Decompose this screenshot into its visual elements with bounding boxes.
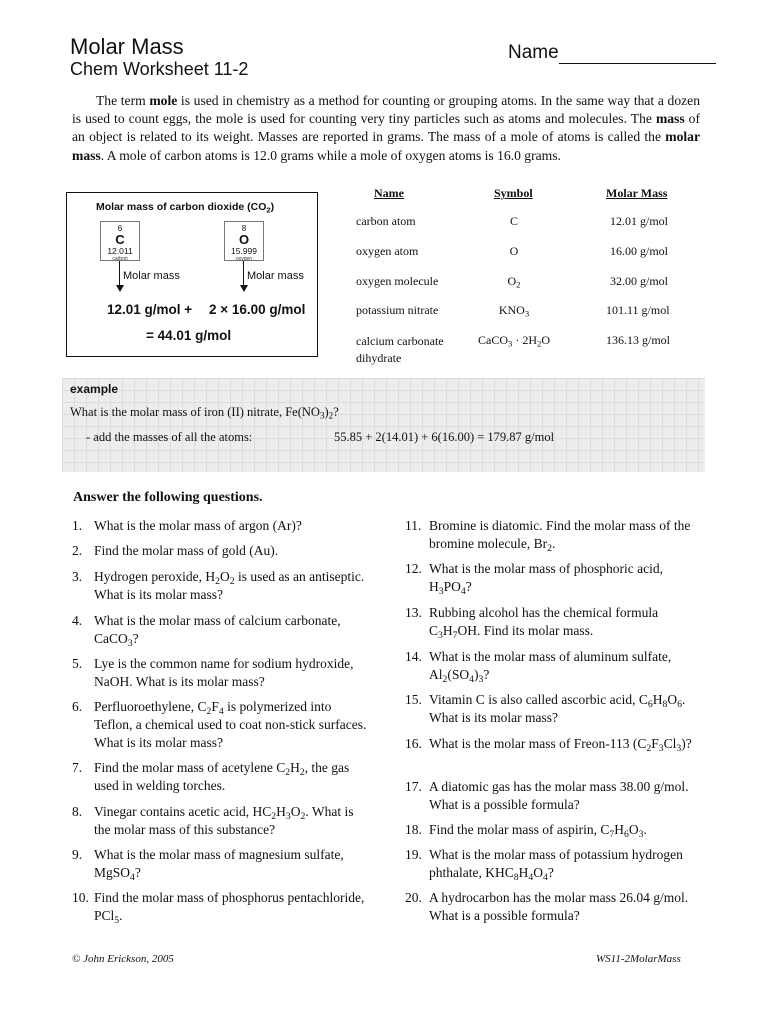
question-text (94, 568, 372, 604)
table-cell-name-line2: dihydrate (356, 351, 402, 365)
symbol-subscript: 2 (516, 279, 521, 290)
question-item (72, 568, 372, 604)
question-text (94, 803, 372, 839)
question-text-part: H (442, 623, 453, 638)
formula-subscript: 4 (528, 871, 534, 883)
formula-subscript: 3 (438, 629, 443, 641)
table-cell-name (356, 333, 444, 367)
formula-subscript: 3 (127, 637, 133, 649)
question-number: 8. (72, 804, 83, 819)
co2-title-text: Molar mass of carbon dioxide (CO (96, 201, 267, 213)
intro-text: is used in chemistry as a method for counting or grouping atoms. In the same way that a dozen is used to count eggs, the mole is used for counting very tiny particles such as atoms and molecules. The (72, 93, 700, 127)
question-text-part: Bromine is diatomic. Find the molar mass of the bromine molecule, Br (429, 518, 691, 551)
co2-calc-result: = 44.01 g/mol (146, 328, 232, 343)
table-cell-symbol (472, 333, 556, 348)
question-text-part: Cl (663, 736, 677, 751)
example-step: - add the masses of all the atoms: (86, 430, 253, 444)
question-text (429, 604, 701, 640)
question-text (429, 889, 701, 925)
formula-subscript: 7 (609, 828, 615, 840)
formula-subscript: 8 (662, 698, 668, 710)
question-number: 18. (405, 822, 422, 837)
question-number: 4. (72, 613, 83, 628)
question-text-part: H (652, 692, 663, 707)
intro-text: of an object is related to its weight. Masses are reported in grams. The mass of a mole of atoms is called the (72, 111, 700, 145)
question-item (405, 846, 701, 882)
question-text-part: What is the molar mass of phosphoric acid, H (429, 561, 663, 594)
question-number: 2. (72, 543, 83, 558)
down-arrow-icon (116, 285, 124, 292)
question-text-part: ? (483, 667, 490, 682)
question-item (405, 778, 701, 814)
question-text (429, 821, 701, 839)
formula-subscript: 4 (460, 585, 466, 597)
question-text-part: F (651, 736, 659, 751)
formula-subscript: 2 (215, 575, 220, 587)
formula-subscript: 7 (452, 629, 458, 641)
question-number: 14. (405, 649, 422, 664)
question-item (405, 560, 701, 596)
question-text-part: (SO (447, 667, 470, 682)
question-item (72, 612, 372, 648)
question-text-part: H (614, 822, 624, 837)
table-cell-mass: 101.11 g/mol (606, 303, 670, 317)
question-text (94, 759, 372, 795)
question-text (429, 778, 701, 814)
question-text-part: F (211, 699, 219, 714)
table-cell-name-line1: calcium carbonate (356, 334, 444, 348)
symbol-text: O (541, 333, 550, 347)
table-cell-symbol (472, 274, 556, 289)
question-text-part: ? (547, 865, 554, 880)
symbol-text: O (509, 244, 519, 258)
oxygen-atomic-number: 8 (241, 224, 247, 233)
oxygen-arrow-line (243, 261, 244, 285)
question-item (72, 698, 372, 752)
carbon-element-tile (100, 221, 140, 261)
formula-subscript: 4 (469, 673, 474, 685)
symbol-text: · 2H (512, 333, 537, 347)
name-label: Name (508, 42, 559, 63)
question-text-part: H (290, 760, 300, 775)
symbol-text: KNO (498, 303, 525, 317)
formula-subscript: 2 (271, 810, 277, 822)
intro-term-mole: mole (149, 93, 178, 108)
example-subscript: 2 (328, 410, 334, 421)
formula-subscript: 2 (646, 742, 652, 754)
formula-subscript: 2 (229, 575, 235, 587)
formula-subscript: 2 (547, 542, 552, 554)
symbol-text: CaCO (478, 333, 509, 347)
question-number: 15. (405, 692, 422, 707)
question-text-part: , the gas used in welding torches. (94, 760, 350, 793)
question-text-part: H (276, 804, 286, 819)
question-text-part: . What is its molar mass? (429, 692, 686, 725)
table-row (352, 303, 704, 323)
carbon-arrow-line (119, 261, 120, 285)
question-number: 9. (72, 847, 83, 862)
table-row (352, 333, 704, 369)
intro-text: The term (96, 93, 150, 108)
question-text (94, 655, 372, 691)
question-text-part: ? (465, 579, 472, 594)
question-text (429, 560, 701, 596)
question-text-part: What is the molar mass of argon (Ar)? (94, 518, 302, 533)
example-title: example (70, 382, 119, 396)
table-header-name: Name (374, 186, 404, 200)
question-text-part: O (628, 822, 639, 837)
question-text-part: ? (134, 865, 141, 880)
question-text (94, 542, 372, 560)
question-text-part: ? (132, 631, 139, 646)
question-text-part: Vinegar contains acetic acid, HC (94, 804, 272, 819)
question-number: 20. (405, 890, 422, 905)
footer-worksheet-code: WS11-2MolarMass (596, 953, 681, 965)
formula-subscript: 2 (206, 705, 212, 717)
table-cell-mass: 16.00 g/mol (610, 244, 669, 258)
question-text-part: H (518, 865, 529, 880)
formula-subscript: 2 (285, 766, 291, 778)
co2-title-subscript: 2 (266, 205, 271, 215)
table-cell-name: oxygen molecule (356, 274, 439, 288)
co2-molar-mass-box (66, 192, 318, 357)
question-text-part: )? (681, 736, 692, 751)
question-text (429, 846, 701, 882)
question-number: 1. (72, 518, 83, 533)
down-arrow-icon (240, 285, 248, 292)
oxygen-symbol: O (238, 232, 250, 247)
question-number: 19. (405, 847, 422, 862)
question-number: 16. (405, 736, 422, 751)
worksheet-subtitle: Chem Worksheet 11-2 (70, 59, 249, 79)
question-item (405, 648, 701, 684)
question-item (405, 889, 701, 925)
question-item (72, 846, 372, 882)
footer-copyright: © John Erickson, 2005 (72, 953, 174, 965)
question-text-part: . (119, 908, 123, 923)
formula-subscript: 3 (638, 828, 644, 840)
question-item (72, 655, 372, 691)
table-header-symbol: Symbol (494, 186, 533, 200)
carbon-name: carbon (112, 256, 128, 262)
symbol-text: O (507, 274, 517, 288)
question-item (405, 604, 701, 640)
question-item (405, 691, 701, 727)
table-cell-name: oxygen atom (356, 244, 419, 258)
table-cell-mass: 32.00 g/mol (610, 274, 669, 288)
example-subscript: 3 (319, 410, 325, 421)
question-item (405, 735, 701, 753)
question-text-part: is polymerized into Teflon, a chemical used to coat non-stick surfaces. What is its molar mass? (94, 699, 367, 750)
intro-term-molar-mass: molar mass (72, 129, 700, 163)
question-text-part: Find the molar mass of acetylene C (94, 760, 286, 775)
table-cell-mass: 12.01 g/mol (610, 214, 669, 228)
question-text-part: O (219, 569, 230, 584)
question-text-part: What is the molar mass of potassium hydrogen phthalate, KHC (429, 847, 683, 880)
question-item (405, 821, 701, 839)
example-question-text: What is the molar mass of iron (II) nitrate, Fe(NO (70, 405, 320, 419)
question-text (94, 846, 372, 882)
question-text-part: Hydrogen peroxide, H (94, 569, 216, 584)
formula-subscript: 3 (658, 742, 664, 754)
formula-subscript: 3 (285, 810, 291, 822)
question-item (72, 517, 372, 535)
symbol-subscript: 2 (537, 338, 542, 349)
formula-subscript: 6 (623, 828, 629, 840)
formula-subscript: 4 (218, 705, 224, 717)
intro-term-mass: mass (655, 111, 685, 127)
table-cell-symbol (472, 244, 556, 259)
answer-heading: Answer the following questions. (73, 490, 263, 505)
formula-subscript: 4 (542, 871, 548, 883)
oxygen-mass: 15.999 (231, 246, 257, 256)
question-text-part: What is the molar mass of aluminum sulfate, Al (429, 649, 672, 682)
question-item (405, 517, 701, 553)
table-cell-symbol (472, 303, 556, 318)
question-text-part: Find the molar mass of phosphorus pentachloride, PCl (94, 890, 365, 923)
question-item (72, 542, 372, 560)
example-question-text: ) (324, 405, 329, 419)
questions-right-column (405, 517, 715, 937)
example-band (62, 378, 705, 472)
carbon-mass: 12.011 (107, 246, 133, 256)
formula-subscript: 2 (442, 673, 448, 685)
table-header-molar-mass: Molar Mass (606, 186, 668, 200)
question-text-part: Rubbing alcohol has the chemical formula C (429, 605, 659, 638)
co2-calc-carbon-part: 12.01 g/mol + (107, 302, 193, 317)
table-cell-name: potassium nitrate (356, 303, 439, 317)
question-text-part: Find the molar mass of aspirin, C (429, 822, 610, 837)
worksheet-title: Molar Mass (70, 34, 184, 59)
carbon-molar-mass-label: Molar mass (123, 270, 180, 282)
oxygen-name: oxygen (235, 256, 253, 262)
question-text-part: . What is the molar mass of this substance? (94, 804, 354, 837)
intro-text: . A mole of carbon atoms is 12.0 grams while a mole of oxygen atoms is 16.0 grams. (100, 147, 561, 163)
oxygen-molar-mass-label: Molar mass (247, 270, 304, 282)
question-text (429, 735, 701, 753)
question-text-part: Lye is the common name for sodium hydroxide, NaOH. What is its molar mass? (94, 656, 354, 689)
carbon-atomic-number: 6 (117, 224, 123, 233)
carbon-symbol: C (115, 232, 125, 247)
question-text (429, 691, 701, 727)
oxygen-element-tile (224, 221, 264, 261)
table-cell-symbol (472, 214, 556, 229)
example-question (70, 405, 339, 420)
question-number: 6. (72, 699, 83, 714)
question-text-part: O (533, 865, 543, 880)
symbol-subscript: 3 (524, 308, 530, 319)
intro-paragraph (72, 92, 700, 165)
question-text-part: . (643, 822, 647, 837)
question-number: 12. (405, 561, 422, 576)
example-question-text: ? (333, 405, 339, 419)
question-text (94, 517, 372, 535)
question-item (72, 889, 372, 925)
symbol-text: C (509, 214, 518, 228)
table-row (352, 274, 704, 294)
question-text (94, 698, 372, 752)
question-number: 11. (405, 518, 422, 533)
question-text-part: is used as an antiseptic. What is its molar mass? (94, 569, 365, 602)
question-number: 13. (405, 605, 422, 620)
question-number: 10. (72, 890, 89, 905)
formula-subscript: 2 (299, 766, 305, 778)
symbol-subscript: 3 (508, 338, 513, 349)
example-calculation: 55.85 + 2(14.01) + 6(16.00) = 179.87 g/mol (334, 430, 555, 444)
table-cell-mass: 136.13 g/mol (606, 333, 671, 347)
formula-subscript: 3 (676, 742, 682, 754)
question-text-part: What is the molar mass of calcium carbonate, CaCO (94, 613, 341, 646)
co2-box-title (96, 201, 274, 213)
question-number: 17. (405, 779, 422, 794)
question-text (429, 517, 701, 553)
question-number: 5. (72, 656, 83, 671)
question-text-part: Find the molar mass of gold (Au). (94, 543, 279, 558)
question-item (72, 759, 372, 795)
question-text-part: ) (473, 667, 479, 682)
co2-title-text: ) (270, 201, 275, 213)
formula-subscript: 6 (647, 698, 653, 710)
question-text (94, 889, 372, 925)
question-text-part: O (667, 692, 678, 707)
question-text-part: Perfluoroethylene, C (94, 699, 207, 714)
table-row (352, 244, 704, 264)
question-text-part: A diatomic gas has the molar mass 38.00 g/mol. What is a possible formula? (429, 779, 689, 812)
question-text (94, 612, 372, 648)
question-text-part: . (551, 536, 556, 551)
question-text-part: PO (443, 579, 461, 594)
formula-subscript: 8 (513, 871, 519, 883)
question-text-part: What is the molar mass of Freon-113 (C (429, 736, 647, 751)
formula-subscript: 4 (130, 871, 135, 883)
co2-calc-oxygen-part: 2 × 16.00 g/mol (209, 302, 306, 317)
question-text (429, 648, 701, 684)
question-item (72, 803, 372, 839)
formula-subscript: 3 (438, 585, 444, 597)
formula-subscript: 3 (478, 673, 484, 685)
table-row (352, 214, 704, 234)
question-text-part: What is the molar mass of magnesium sulfate, MgSO (94, 847, 344, 880)
questions-left-column (72, 517, 382, 937)
formula-subscript: 5 (114, 914, 120, 926)
question-text-part: Vitamin C is also called ascorbic acid, C (429, 692, 648, 707)
question-text-part: O (290, 804, 301, 819)
question-number: 7. (72, 760, 83, 775)
formula-subscript: 2 (300, 810, 306, 822)
table-cell-name: carbon atom (356, 214, 416, 228)
question-text-part: OH. Find its molar mass. (457, 623, 594, 638)
question-text-part: A hydrocarbon has the molar mass 26.04 g/mol. What is a possible formula? (429, 890, 689, 923)
molar-mass-table (352, 183, 704, 368)
name-blank-line (559, 63, 716, 64)
formula-subscript: 6 (677, 698, 682, 710)
question-number: 3. (72, 569, 83, 584)
